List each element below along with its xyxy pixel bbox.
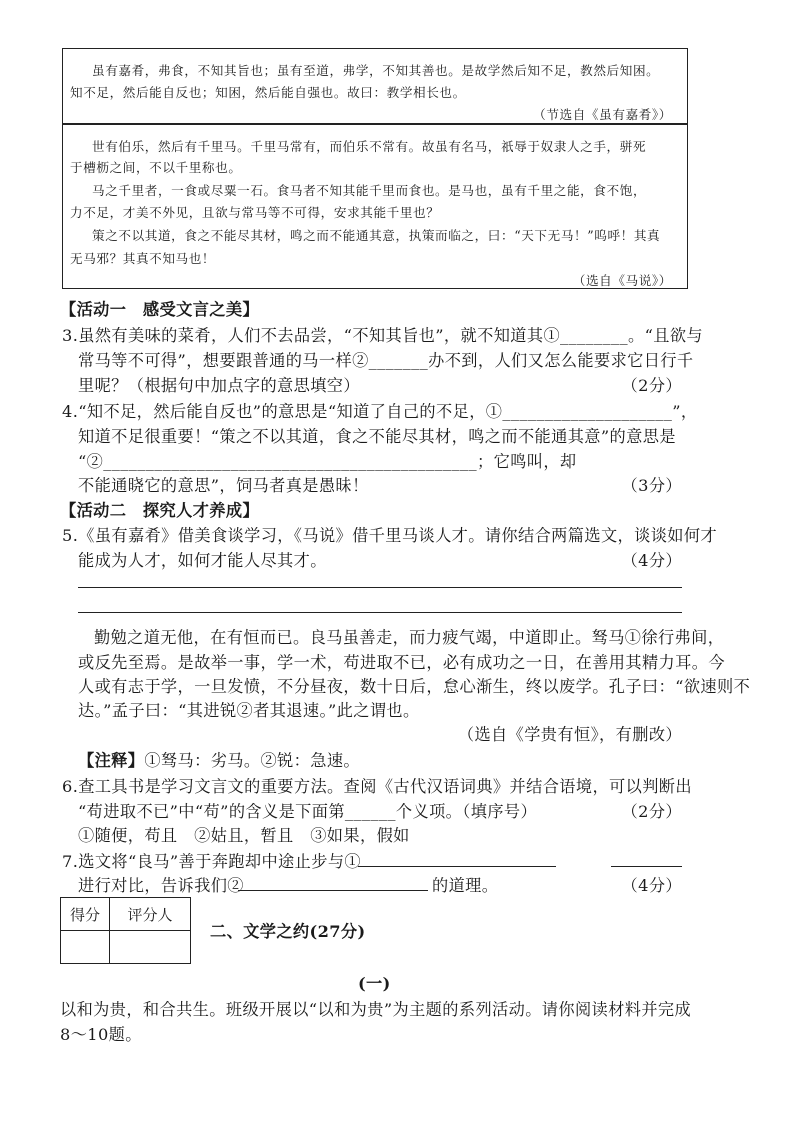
answer-line[interactable] (78, 587, 682, 588)
excerpt-line: 世有伯乐，然后有千里马。千里马常有，而伯乐不常有。故虽有名马，祇辱于奴隶人之手，骈死 (92, 139, 647, 154)
excerpt-line: 无马邪？其真不知马也！ (70, 251, 216, 266)
question-3-line: 常马等不可得”，想要跟普通的马一样②_______办不到，人们又怎么能要求它日行千 (78, 351, 694, 370)
answer-blank-2[interactable] (238, 890, 428, 891)
question-5-line: 5.《虽有嘉肴》借美食谈学习，《马说》借千里马谈人才。请你结合两篇选文，谈谈如何才 (62, 526, 718, 545)
answer-blank-1a[interactable] (358, 866, 556, 867)
question-5-line: 能成为人才，如何才能人尽其才。 (78, 551, 327, 570)
question-3-line: 里呢？（根据句中加点字的意思填空） (78, 376, 360, 395)
question-3-line: 3.虽然有美味的菜肴，人们不去品尝，“不知其旨也”，就不知道其①________。“且欲与 (62, 326, 704, 345)
question-6-line: “苟进取不已”中“苟”的含义是下面第______个义项。（填序号） (78, 802, 538, 821)
question-7-score: （4分） (621, 876, 682, 895)
question-5-score: （4分） (621, 551, 682, 570)
question-4-line: 不能通晓它的意思”，饲马者真是愚昧！ (78, 476, 369, 495)
section-two-title: 二、文学之约(27分) (210, 922, 366, 941)
excerpt-source: （选自《马说》） (572, 273, 672, 288)
question-4-score: （3分） (621, 476, 682, 495)
score-header: 得分 (61, 898, 110, 931)
excerpt-line: 虽有嘉肴，弗食，不知其旨也；虽有至道，弗学，不知其善也。是故学然后知不足，教然后知困。 (92, 63, 660, 78)
intro-line: 8～10题。 (60, 1025, 142, 1044)
excerpt-line: 策之不以其道，食之不能尽其材，鸣之而不能通其意，执策而临之，曰：“天下无马！”呜呼！其真 (92, 228, 661, 243)
excerpt-line: 知不足，然后能自反也；知困，然后能自强也。故曰：教学相长也。 (70, 85, 466, 100)
activity-one-heading: 【活动一 感受文言之美】 (60, 300, 260, 319)
passage-line: 人或有志于学，一旦发愤，不分昼夜，数十日后，怠心渐生，终以废学。孔子曰：“欲速则不 (78, 677, 751, 696)
intro-line: 以和为贵，和合共生。班级开展以“以和为贵”为主题的系列活动。请你阅读材料并完成 (60, 1000, 692, 1019)
notes (78, 747, 360, 771)
question-6-line: 6.查工具书是学习文言文的重要方法。查阅《古代汉语词典》并结合语境，可以判断出 (62, 777, 692, 796)
question-6-options: ①随便，苟且 ②姑且，暂且 ③如果，假如 (78, 826, 410, 845)
answer-blank-1b[interactable] (611, 866, 682, 867)
question-7-line: 7.选文将“良马”善于奔跑却中途止步与① (62, 852, 361, 871)
notes-text: ①驽马：劣马。②锐：急速。 (144, 751, 360, 770)
passage-line: 达。”孟子曰：“其进锐②者其退速。”此之谓也。 (78, 701, 420, 720)
question-4-line: 知道不足很重要！“策之不以其道，食之不能尽其材，鸣之而不能通其意”的意思是 (78, 427, 676, 446)
part-one-heading: (一) (358, 974, 391, 993)
grader-header: 评分人 (110, 898, 191, 931)
notes-label: 【注释】 (78, 751, 145, 770)
excerpt-line: 马之千里者，一食或尽粟一石。食马者不知其能千里而食也。是马也，虽有千里之能，食不饱， (92, 183, 647, 198)
activity-two-heading: 【活动二 探究人才养成】 (60, 501, 260, 520)
score-cell[interactable] (61, 931, 110, 964)
passage-line: 勤勉之道无他，在有恒而已。良马虽善走，而力疲气竭，中道即止。驽马①徐行弗间， (94, 628, 725, 647)
excerpt-line: 于槽枥之间，不以千里称也。 (70, 160, 242, 175)
question-7-line: 的道理。 (432, 876, 499, 895)
question-3-score: （2分） (621, 376, 682, 395)
question-4-line: “②____________________________________________；它鸣叫，却 (78, 452, 577, 471)
question-4-line: 4.“知不足，然后能自反也”的意思是“知道了自己的不足，①____________________”， (62, 402, 698, 421)
question-6-score: （2分） (621, 802, 682, 821)
excerpt-source: （节选自《虽有嘉肴》） (533, 107, 672, 122)
passage-line: 或反先至焉。是故举一事，学一术，苟进取不已，必有成功之一日，在善用其精力耳。今 (78, 653, 725, 672)
excerpt-line: 力不足，才美不外见，且欲与常马等不可得，安求其能千里也？ (70, 205, 440, 220)
answer-line[interactable] (78, 612, 682, 613)
passage-source: （选自《学贵有恒》，有删改） (457, 725, 682, 744)
score-table (60, 897, 191, 964)
grader-cell[interactable] (110, 931, 191, 964)
question-7-line: 进行对比，告诉我们② (78, 876, 244, 895)
